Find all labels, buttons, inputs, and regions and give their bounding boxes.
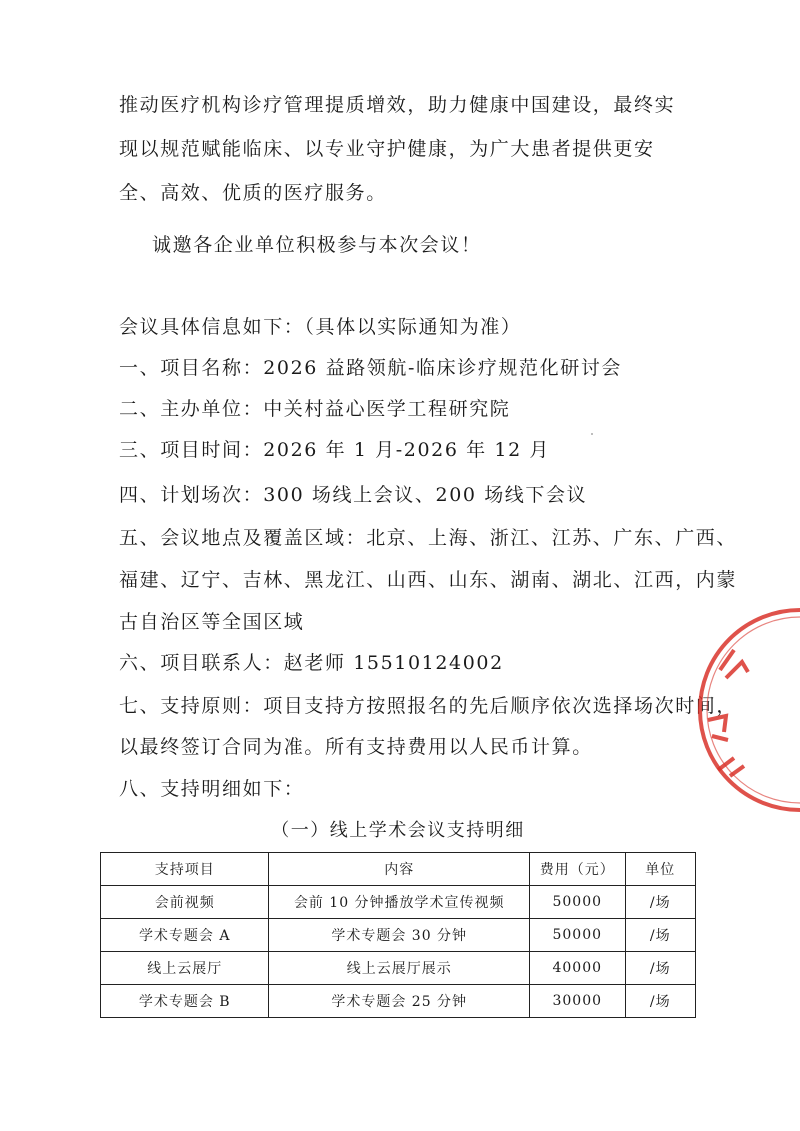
table-header-cell: 单位 xyxy=(625,853,695,886)
info-item-5-line-3: 古自治区等全国区域 xyxy=(119,611,305,633)
table-cell: 30000 xyxy=(529,985,625,1018)
info-item-7-line-2: 以最终签订合同为准。所有支持费用以人民币计算。 xyxy=(119,736,593,758)
table-cell: /场 xyxy=(625,919,695,952)
table-row xyxy=(101,919,696,952)
invitation-line: 诚邀各企业单位积极参与本次会议！ xyxy=(152,234,482,256)
table-cell: /场 xyxy=(625,952,695,985)
table-row xyxy=(101,886,696,919)
scan-speck xyxy=(591,433,593,435)
table-cell: 学术专题会 B xyxy=(101,985,269,1018)
table-cell: 学术专题会 25 分钟 xyxy=(269,985,530,1018)
info-item-5-line-1: 五、会议地点及覆盖区域：北京、上海、浙江、江苏、广东、广西、 xyxy=(119,527,738,549)
table-cell: 线上云展厅 xyxy=(101,952,269,985)
table-cell: 40000 xyxy=(529,952,625,985)
table-cell: 会前视频 xyxy=(101,886,269,919)
table-cell: 50000 xyxy=(529,886,625,919)
table-cell: 线上云展厅展示 xyxy=(269,952,530,985)
table-row xyxy=(101,985,696,1018)
info-item-1: 一、项目名称：2026 益路领航-临床诊疗规范化研讨会 xyxy=(119,357,623,379)
info-item-2: 二、主办单位：中关村益心医学工程研究院 xyxy=(119,398,511,420)
info-item-3: 三、项目时间：2026 年 1 月-2026 年 12 月 xyxy=(119,439,551,461)
table-title: （一）线上学术会议支持明细 xyxy=(271,820,525,841)
table-cell: 会前 10 分钟播放学术宣传视频 xyxy=(269,886,530,919)
table-header-row xyxy=(101,853,696,886)
table-header-cell: 内容 xyxy=(269,853,530,886)
support-table xyxy=(100,852,696,1018)
info-heading: 会议具体信息如下：（具体以实际通知为准） xyxy=(119,316,522,338)
table-cell: 50000 xyxy=(529,919,625,952)
info-item-6: 六、项目联系人：赵老师 15510124002 xyxy=(119,652,504,674)
table-header-cell: 支持项目 xyxy=(101,853,269,886)
info-item-4: 四、计划场次：300 场线上会议、200 场线下会议 xyxy=(119,484,588,506)
intro-paragraph: 推动医疗机构诊疗管理提质增效，助力健康中国建设，最终实现以规范赋能临床、以专业守护健康，为广大患者提供更安全、高效、优质的医疗服务。 xyxy=(119,94,676,204)
table-cell: 学术专题会 A xyxy=(101,919,269,952)
table-header-cell: 费用（元） xyxy=(529,853,625,886)
table-cell: /场 xyxy=(625,886,695,919)
table-row xyxy=(101,952,696,985)
official-seal-stamp xyxy=(690,600,800,820)
info-item-7-line-1: 七、支持原则：项目支持方按照报名的先后顺序依次选择场次时间， xyxy=(119,695,738,717)
info-item-8: 八、支持明细如下： xyxy=(119,778,305,800)
table-cell: /场 xyxy=(625,985,695,1018)
info-item-5-line-2: 福建、辽宁、吉林、黑龙江、山西、山东、湖南、湖北、江西，内蒙 xyxy=(119,569,738,591)
table-cell: 学术专题会 30 分钟 xyxy=(269,919,530,952)
